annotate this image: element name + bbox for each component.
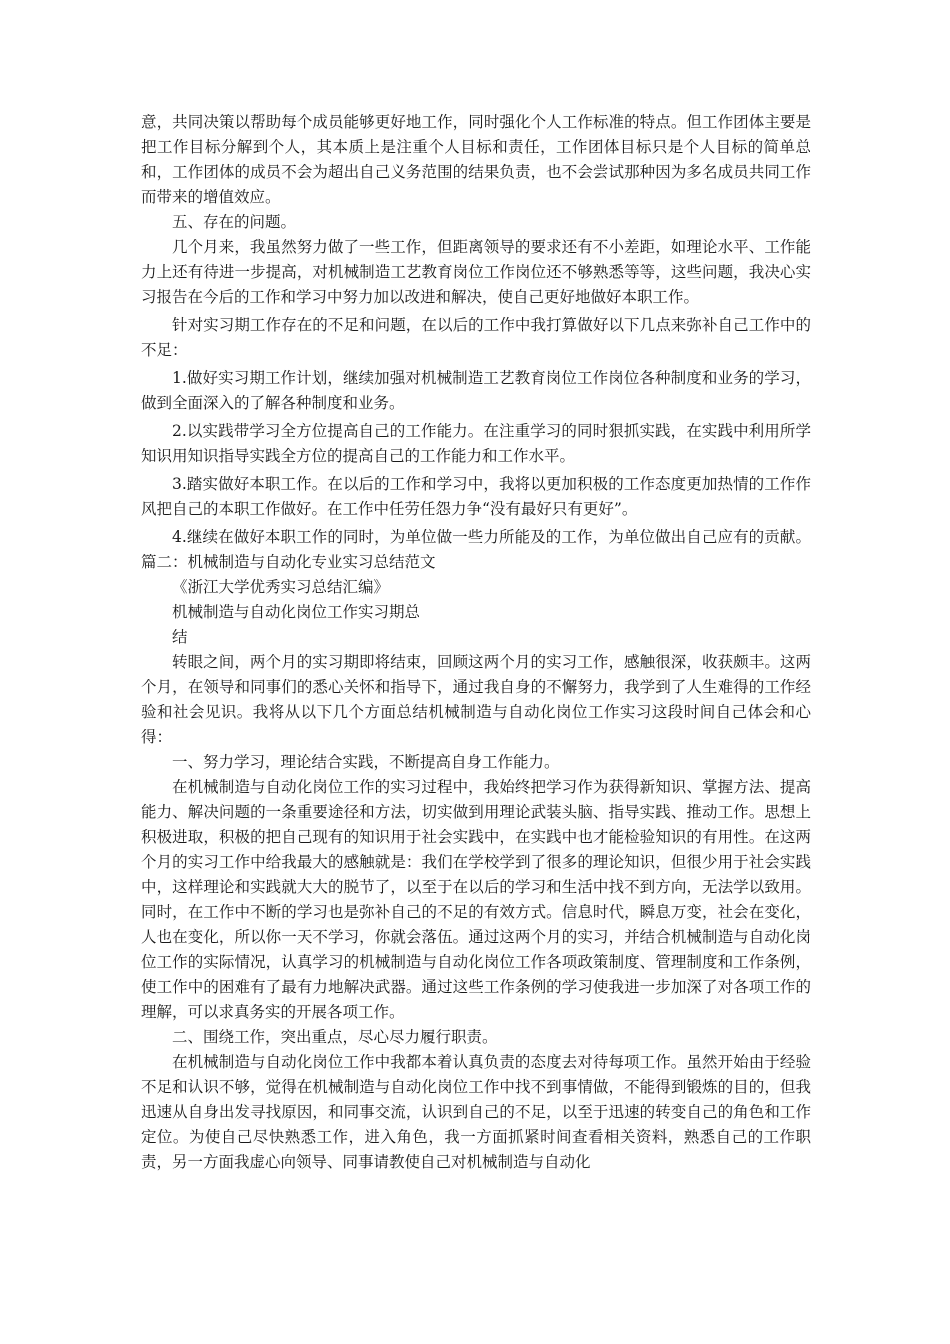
- document-title: 机械制造与自动化岗位工作实习期总: [172, 603, 421, 621]
- list-item: 1.做好实习期工作计划，继续加强对机械制造工艺教育岗位工作岗位各种制度和业务的学习，做到全面深入的了解各种制度和业务。: [141, 369, 811, 412]
- paragraph: 意，共同决策以帮助每个成员能够更好地工作，同时强化个人工作标准的特点。但工作团体主要是把工作目标分解到个人，其本质上是注重个人目标和责任，工作团体目标只是个人目标的简单总和，工作团体的成员不会为超出自己义务范围的结果负责，也不会尝试那种因为多名成员共同工作而带来的增值效应。: [141, 113, 811, 206]
- paragraph: 在机械制造与自动化岗位工作中我都本着认真负责的态度去对待每项工作。虽然开始由于经验不足和认识不够，觉得在机械制造与自动化岗位工作中找不到事情做，不能得到锻炼的目的，但我迅速从自身出发寻找原因，和同事交流，认识到自己的不足，以至于迅速的转变自己的角色和工作定位。为使自己尽快熟悉工作，进入角色，我一方面抓紧时间查看相关资料，熟悉自己的工作职责，另一方面我虚心向领导、同事请教使自己对机械制造与自动化: [141, 1053, 811, 1171]
- section-heading: 二、围绕工作，突出重点，尽心尽力履行职责。: [172, 1028, 498, 1046]
- document-body: [141, 110, 811, 1175]
- list-item: 3.踏实做好本职工作。在以后的工作和学习中，我将以更加积极的工作态度更加热情的工作作风把自己的本职工作做好。在工作中任劳任怨力争“没有最好只有更好”。: [141, 475, 811, 518]
- section-heading: 五、存在的问题。: [172, 213, 297, 231]
- list-item: 4.继续在做好本职工作的同时，为单位做一些力所能及的工作，为单位做出自己应有的贡献。篇二：机械制造与自动化专业实习总结范文: [141, 528, 811, 571]
- paragraph: 针对实习期工作存在的不足和问题，在以后的工作中我打算做好以下几点来弥补自己工作中的不足：: [141, 316, 811, 359]
- paragraph: 转眼之间，两个月的实习期即将结束，回顾这两个月的实习工作，感触很深，收获颇丰。这两个月，在领导和同事们的悉心关怀和指导下，通过我自身的不懈努力，我学到了人生难得的工作经验和社会见识。我将从以下几个方面总结机械制造与自动化岗位工作实习这段时间自己体会和心得：: [141, 653, 811, 746]
- paragraph: 几个月来，我虽然努力做了一些工作，但距离领导的要求还有不小差距，如理论水平、工作能力上还有待进一步提高，对机械制造工艺教育岗位工作岗位还不够熟悉等等，这些问题，我决心实习报告在今后的工作和学习中努力加以改进和解决，使自己更好地做好本职工作。: [141, 238, 811, 306]
- section-heading: 一、努力学习，理论结合实践，不断提高自身工作能力。: [172, 753, 560, 771]
- book-title: 《浙江大学优秀实习总结汇编》: [172, 578, 390, 596]
- document-title-continued: 结: [172, 628, 188, 646]
- list-item: 2.以实践带学习全方位提高自己的工作能力。在注重学习的同时狠抓实践，在实践中利用所学知识用知识指导实践全方位的提高自己的工作能力和工作水平。: [141, 422, 811, 465]
- paragraph: 在机械制造与自动化岗位工作的实习过程中，我始终把学习作为获得新知识、掌握方法、提高能力、解决问题的一条重要途径和方法，切实做到用理论武装头脑、指导实践、推动工作。思想上积极进取，积极的把自己现有的知识用于社会实践中，在实践中也才能检验知识的有用性。在这两个月的实习工作中给我最大的感触就是：我们在学校学到了很多的理论知识，但很少用于社会实践中，这样理论和实践就大大的脱节了，以至于在以后的学习和生活中找不到方向，无法学以致用。同时，在工作中不断的学习也是弥补自己的不足的有效方式。信息时代，瞬息万变，社会在变化，人也在变化，所以你一天不学习，你就会落伍。通过这两个月的实习，并结合机械制造与自动化岗位工作的实际情况，认真学习的机械制造与自动化岗位工作各项政策制度、管理制度和工作条例，使工作中的困难有了最有力地解决武器。通过这些工作条例的学习使我进一步加深了对各项工作的理解，可以求真务实的开展各项工作。: [141, 778, 811, 1021]
